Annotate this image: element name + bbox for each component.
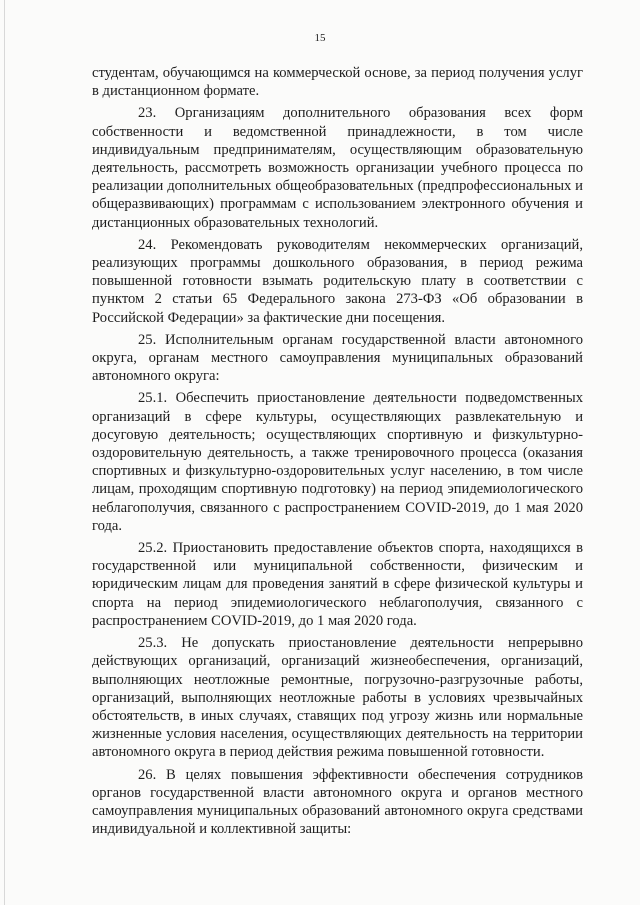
paragraph-25-1: 25.1. Обеспечить приостановление деятельности подведомственных организаций в сфере культуры, осуществляющих развлекательную и досуговую деятельность; осуществляющих спортивную и физкультурно-оздоровительную деятельность, а также тренировочного процесса (оказания спортивных и физкультурно-оздоровительных услуг населению, в том числе лицам, проходящим спортивную подготовку) на период эпидемиологического неблагополучия, связанного с распространением COVID-2019, до 1 мая 2020 года. xyxy=(92,390,583,534)
page-number: 15 xyxy=(314,32,326,44)
scan-edge-line xyxy=(4,0,5,905)
paragraph-23: 23. Организациям дополнительного образования всех форм собственности и ведомственной принадлежности, в том числе индивидуальным предпринимателям, осуществляющим образовательную деятельность, рассмотреть возможность организации учебного процесса по реализации дополнительных общеобразовательных (предпрофессиональных и общеразвивающих) программам с использованием электронного обучения и дистанционных образовательных технологий. xyxy=(92,105,583,231)
document-body xyxy=(92,64,583,838)
paragraph-25-2: 25.2. Приостановить предоставление объектов спорта, находящихся в государственной или муниципальной собственности, физическим и юридическим лицам для проведения занятий в сфере физической культуры и спорта на период эпидемиологического неблагополучия, связанного с распространением COVID-2019, до 1 мая 2020 года. xyxy=(92,540,583,629)
paragraph-25-3: 25.3. Не допускать приостановление деятельности непрерывно действующих организаций, организаций жизнеобеспечения, организаций, выполняющих неотложные ремонтные, погрузочно-разгрузочные работы, организаций, выполняющих неотложные работы в условиях чрезвычайных обстоятельств, в иных случаях, ставящих под угрозу жизнь или нормальные жизненные условия населения, осуществляющих деятельность на территории автономного округа в период действия режима повышенной готовности. xyxy=(92,635,583,761)
paragraph-continuation: студентам, обучающимся на коммерческой основе, за период получения услуг в дистанционном формате. xyxy=(92,65,583,100)
paragraph-24: 24. Рекомендовать руководителям некоммерческих организаций, реализующих программы дошкольного образования, в период режима повышенной готовности взымать родительскую плату в соответствии с пунктом 2 статьи 65 Федерального закона 273-ФЗ «Об образовании в Российской Федерации» за фактические дни посещения. xyxy=(92,236,583,326)
paragraph-25: 25. Исполнительным органам государственной власти автономного округа, органам местного самоуправления муниципальных образований автономного округа: xyxy=(92,331,583,385)
paragraph-26: 26. В целях повышения эффективности обеспечения сотрудников органов государственной власти автономного округа и органов местного самоуправления муниципальных образований автономного округа средствами индивидуальной и коллективной защиты: xyxy=(92,766,583,838)
